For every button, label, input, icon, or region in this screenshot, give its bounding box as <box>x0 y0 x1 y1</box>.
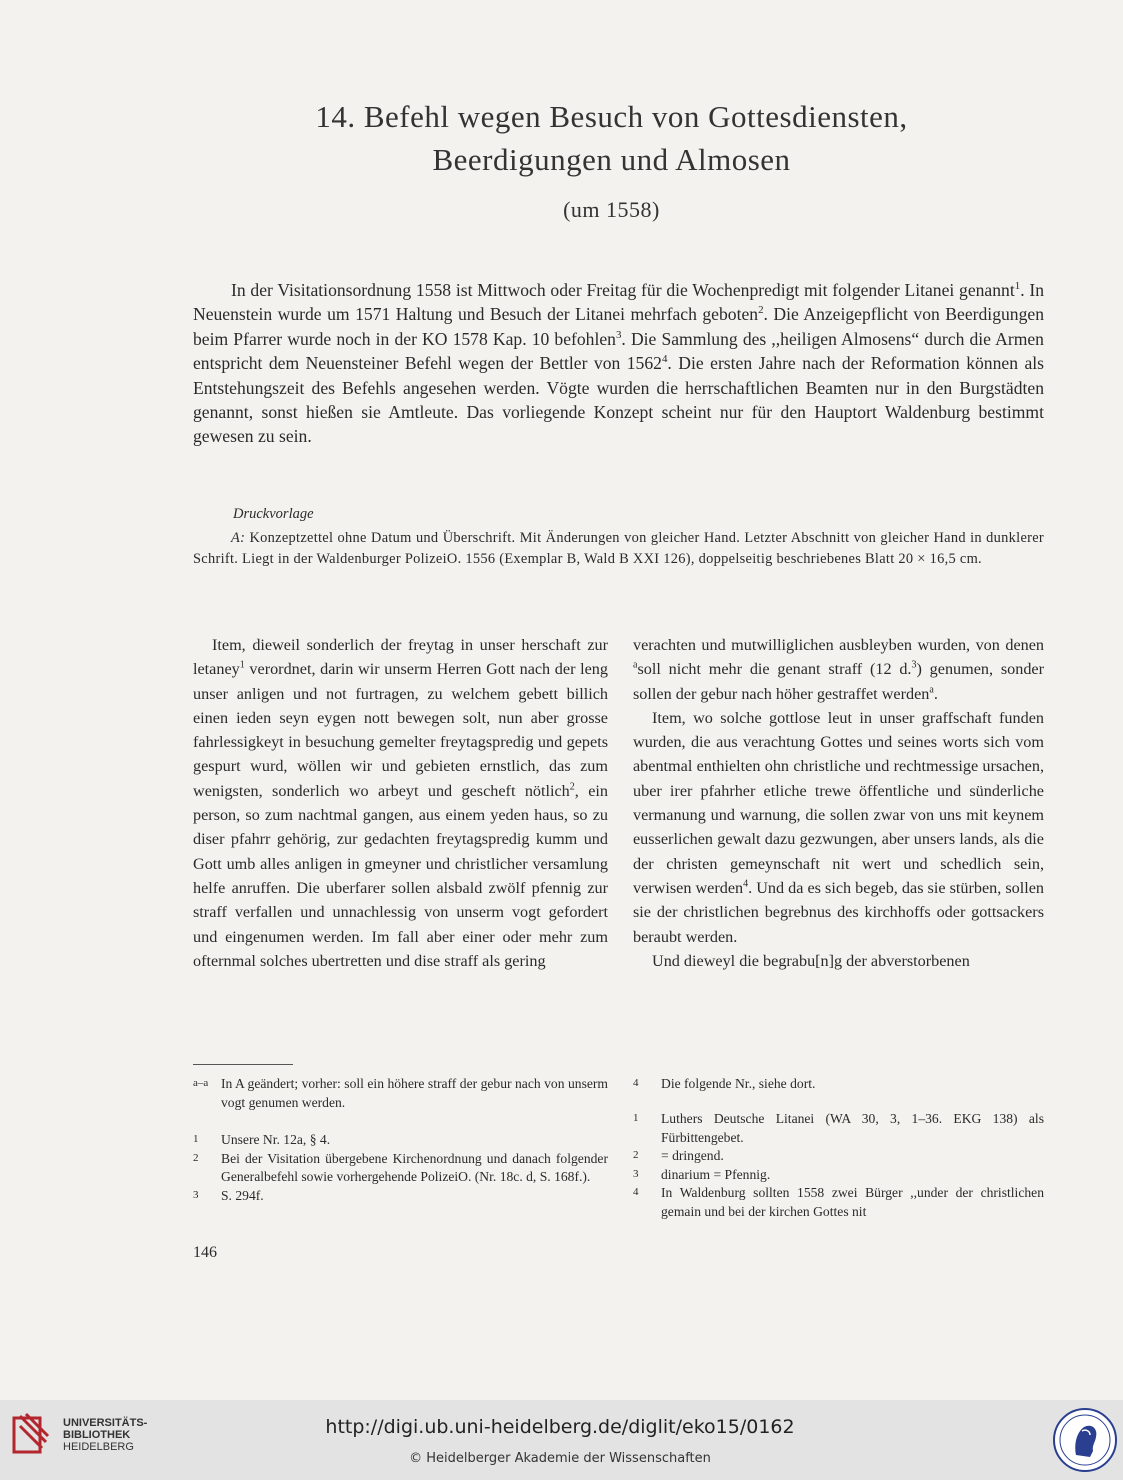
variant-mark: a <box>633 659 638 671</box>
document-title-line-1: 14. Befehl wegen Besuch von Gottesdiensten, <box>315 99 908 134</box>
footnote-item: 2 = dringend. <box>633 1148 724 1164</box>
footnote-separator <box>193 1064 293 1065</box>
footnote-ref: 1 <box>1014 280 1021 293</box>
footnotes-right <box>633 1110 1044 1222</box>
footnote-item: 3 S. 294f. <box>193 1187 264 1203</box>
footnote-item: 3 dinarium = Pfennig. <box>633 1166 771 1182</box>
footnotes-right-intro <box>633 1075 1044 1094</box>
druckvorlage-label: Druckvorlage <box>233 506 314 522</box>
variant-mark: a <box>929 684 934 696</box>
footnote-item: a–a In A geändert; vorher: soll ein höhere straff der gebur nach von unserm vogt genumen werden. <box>193 1076 608 1110</box>
page-number: 146 <box>193 1244 217 1261</box>
druckvorlage-text: A: Konzeptzettel ohne Datum und Überschrift. Mit Änderungen von gleicher Hand. Letzter Abschnitt von gleicher Hand in dunklerer Schrift. Liegt in der Waldenburger PolizeiO. 1556 (Exemplar B, Wald B XXI 126), doppelseitig beschriebenes Blatt 20 × 16,5 cm. <box>193 530 1044 567</box>
footnote-ref: 2 <box>758 304 764 317</box>
viewer-footer <box>0 1400 1123 1480</box>
right-text-column: verachten und mutwilliglichen ausbleyben wurden, von denen $^a$soll nicht mehr die genant straff (12 d.$^3$) genumen, sonder sollen der gebur nach höher gestraffet werden$^a$. Item, wo solche gottlose leut in unser graffschaft funden wurden, die aus verachtung Gottes und seines worts sich vom abentmal enthielten ohn christliche und rechtmessige ursachen, uber irer pfahrher etliche trewe öffentliche und sünderliche vermanung und warnung, die sollen zwar von uns mit keynem eusserlichen gewalt dazu gezwungen, aber unsers lands, als die der christen gemeynschaft nit wert und schedlich sein, verwisen werden$^4$. Und da es sich begeb, das sie stürben, sollen sie der christlichen begrebnus des kirchhoffs oder gottsackers beraubt werden. Und dieweyl die begrabu[n]g der abverstorbenen <box>633 636 1044 970</box>
left-text-column: Item, dieweil sonderlich der freytag in unser herschaft zur letaney$^1$ verordnet, darin wir unserm Herren Gott nach der leng unser anligen und not furtragen, zu welchem gebett billich einen ieden seyn eygen nott bewegen solt, nun aber grosse fahrlessigkeyt in besuchung gemelter freytagspredig und gepets gespurt wurd, wöllen wir und gebieten ernstlich, das zum wenigsten, sonderlich wo arbeyt und gescheft nötlich$^2$, ein person, so zum nachtmal gangen, aus einem yeden haus, so zu diser pfahrr gehörig, zur gedachten freytagspredig kumm und Gott umb alles anligen in gmeyner und christlicher versamlung helfe anruffen. Die uberfarer sollen alsbald zwölf pfennig zur straff verfallen und unnachlessig von unserm vogt gefordert und eingenumen werden. Im fall aber einer oder mehr zum ofternmal solches ubertretten und dise straff als gering <box>193 636 608 970</box>
footnote-item: 4 In Waldenburg sollten 1558 zwei Bürger ,,under der christlichen gemain und bei der kirchen Gottes nit <box>633 1185 1044 1219</box>
library-logo-icon[interactable] <box>12 1412 50 1456</box>
academy-seal-icon <box>1052 1407 1118 1473</box>
footnote-ref: 3 <box>615 328 622 341</box>
permalink-url[interactable]: http://digi.ub.uni-heidelberg.de/diglit/eko15/0162 <box>325 1416 795 1438</box>
document-date: (um 1558) <box>563 197 660 222</box>
footnote-ref: 4 <box>661 353 668 366</box>
footnote-ref: 4 <box>743 878 749 890</box>
footnote-item: 1 Luthers Deutsche Litanei (WA 30, 3, 1–36. EKG 138) als Fürbittengebet. <box>633 1111 1044 1145</box>
footnotes-left-variants <box>193 1075 608 1112</box>
intro-paragraph: In der Visitationsordnung 1558 ist Mittwoch oder Freitag für die Wochenpredigt mit folgender Litanei genannt$^1$. In Neuenstein wurde um 1571 Haltung und Besuch der Litanei mehrfach geboten$^2$. Die Anzeigepflicht von Beerdigungen beim Pfarrer wurde noch in der KO 1578 Kap. 10 befohlen$^3$. Die Sammlung des ,,heiligen Almosens“ durch die Armen entspricht dem Neuensteiner Befehl wegen der Bettler von 1562$^4$. Die ersten Jahre nach der Reformation können als Entstehungszeit des Befehls angesehen werden. Vögte wurden die herrschaftlichen Beamten nur in den Burgstädten genannt, sonst hießen sie Amtleute. Das vorliegende Konzept scheint nur für den Hauptort Waldenburg bestimmt gewesen zu sein. <box>193 280 1045 447</box>
document-title-line-2: Beerdigungen und Almosen <box>432 142 791 177</box>
footnote-item: 4 Die folgende Nr., siehe dort. <box>633 1076 816 1091</box>
footnote-item: 2 Bei der Visitation übergebene Kirchenordnung und danach folgender Generalbefehl sowie vorhergehende PolizeiO. (Nr. 18c. d, S. 168f.). <box>193 1150 608 1185</box>
footnotes-left <box>193 1131 608 1205</box>
footnote-ref: 2 <box>569 781 575 793</box>
footnote-item: 1 Unsere Nr. 12a, § 4. <box>193 1132 331 1147</box>
library-name: UNIVERSITÄTS- BIBLIOTHEK HEIDELBERG <box>63 1417 148 1453</box>
footnote-ref: 1 <box>239 659 245 671</box>
copyright-notice: © Heidelberger Akademie der Wissenschaften <box>409 1451 711 1466</box>
footnote-ref: 3 <box>911 659 917 671</box>
